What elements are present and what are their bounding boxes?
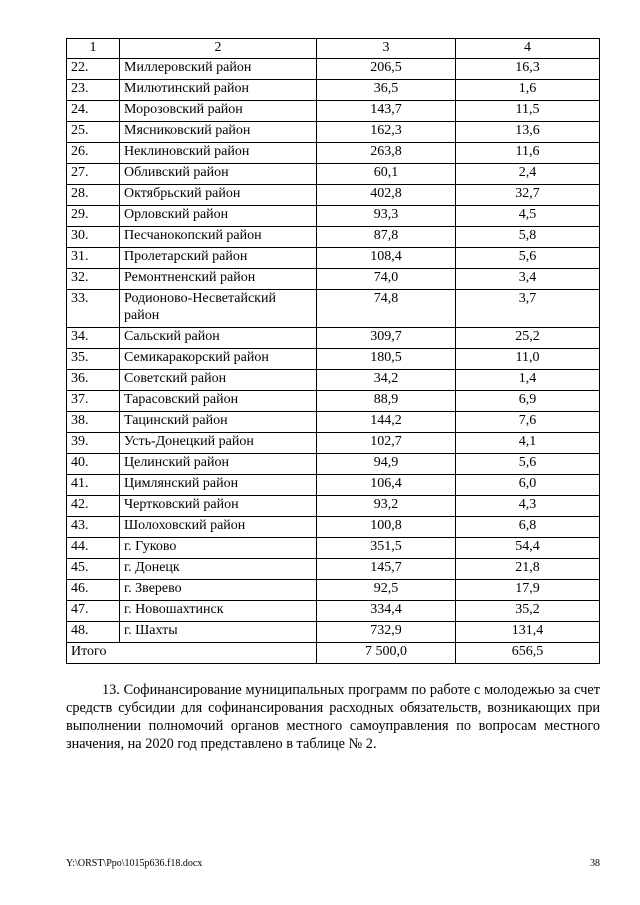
row-name: Пролетарский район [120,248,317,269]
row-value-1: 102,7 [317,433,456,454]
row-name: Советский район [120,370,317,391]
table-row [67,412,600,433]
header-col-1: 1 [67,39,120,59]
table-row [67,559,600,580]
table-row [67,227,600,248]
row-name: Родионово-Несветайский район [120,290,317,328]
row-value-2: 4,1 [456,433,600,454]
table-row [67,328,600,349]
table-row [67,59,600,80]
row-value-2: 35,2 [456,601,600,622]
row-name: Орловский район [120,206,317,227]
row-value-2: 11,0 [456,349,600,370]
total-value-1: 7 500,0 [317,643,456,664]
table-row [67,206,600,227]
row-value-2: 17,9 [456,580,600,601]
row-number: 46. [67,580,120,601]
row-number: 34. [67,328,120,349]
row-name: Октябрьский район [120,185,317,206]
table-row [67,269,600,290]
row-name: Песчанокопский район [120,227,317,248]
row-value-2: 1,4 [456,370,600,391]
table-row [67,454,600,475]
row-value-2: 2,4 [456,164,600,185]
table-row [67,248,600,269]
row-value-2: 131,4 [456,622,600,643]
table-row [67,290,600,328]
header-col-2: 2 [120,39,317,59]
table-row [67,496,600,517]
row-value-2: 25,2 [456,328,600,349]
row-number: 27. [67,164,120,185]
table-row [67,433,600,454]
table-row [67,143,600,164]
row-name: г. Донецк [120,559,317,580]
table-header-row [67,39,600,59]
row-number: 28. [67,185,120,206]
header-col-3: 3 [317,39,456,59]
subsidy-table [66,38,600,664]
row-name: Миллеровский район [120,59,317,80]
table-row [67,80,600,101]
row-number: 35. [67,349,120,370]
row-value-1: 263,8 [317,143,456,164]
row-name: Милютинский район [120,80,317,101]
row-name: г. Шахты [120,622,317,643]
row-number: 26. [67,143,120,164]
row-value-1: 334,4 [317,601,456,622]
row-number: 30. [67,227,120,248]
total-value-2: 656,5 [456,643,600,664]
row-name: г. Новошахтинск [120,601,317,622]
row-number: 31. [67,248,120,269]
row-value-1: 93,2 [317,496,456,517]
table-row [67,517,600,538]
row-name: Неклиновский район [120,143,317,164]
row-value-2: 6,0 [456,475,600,496]
body-paragraph [66,681,600,753]
row-value-1: 93,3 [317,206,456,227]
row-value-2: 13,6 [456,122,600,143]
row-name: Тацинский район [120,412,317,433]
row-value-1: 144,2 [317,412,456,433]
row-value-1: 34,2 [317,370,456,391]
row-value-1: 36,5 [317,80,456,101]
table-row [67,185,600,206]
row-number: 22. [67,59,120,80]
table-row [67,122,600,143]
row-value-1: 180,5 [317,349,456,370]
table-row [67,538,600,559]
table-row [67,349,600,370]
table-row [67,101,600,122]
row-value-1: 206,5 [317,59,456,80]
footer-page-number: 38 [590,858,600,869]
row-value-1: 74,8 [317,290,456,328]
row-value-1: 145,7 [317,559,456,580]
row-value-2: 16,3 [456,59,600,80]
row-number: 40. [67,454,120,475]
row-value-2: 4,3 [456,496,600,517]
row-number: 38. [67,412,120,433]
row-value-2: 3,4 [456,269,600,290]
table-row [67,622,600,643]
row-value-1: 94,9 [317,454,456,475]
row-value-1: 87,8 [317,227,456,248]
row-value-2: 4,5 [456,206,600,227]
row-number: 37. [67,391,120,412]
row-name: Сальский район [120,328,317,349]
row-name: Цимлянский район [120,475,317,496]
row-value-1: 143,7 [317,101,456,122]
row-number: 47. [67,601,120,622]
row-number: 24. [67,101,120,122]
row-number: 32. [67,269,120,290]
row-name: г. Зверево [120,580,317,601]
row-value-2: 5,8 [456,227,600,248]
row-number: 44. [67,538,120,559]
row-number: 29. [67,206,120,227]
paragraph-text: 13. Софинансирование муниципальных программ по работе с молодежью за счет средств субсидии для софинансирования расходных обязательств, возникающих при выполнении полномочий органов местного самоуправления по вопросам местного значения, на 2020 год представлено в таблице № 2. [66,682,600,752]
row-name: Обливский район [120,164,317,185]
row-number: 45. [67,559,120,580]
row-number: 43. [67,517,120,538]
row-number: 33. [67,290,120,328]
row-value-2: 6,9 [456,391,600,412]
row-value-1: 74,0 [317,269,456,290]
table-row [67,164,600,185]
row-name: г. Гуково [120,538,317,559]
row-name: Усть-Донецкий район [120,433,317,454]
row-value-2: 5,6 [456,248,600,269]
row-value-2: 21,8 [456,559,600,580]
row-name: Ремонтненский район [120,269,317,290]
row-value-1: 92,5 [317,580,456,601]
row-value-1: 106,4 [317,475,456,496]
row-number: 23. [67,80,120,101]
row-number: 42. [67,496,120,517]
row-name: Чертковский район [120,496,317,517]
row-name: Тарасовский район [120,391,317,412]
table-row [67,370,600,391]
row-name: Семикаракорский район [120,349,317,370]
row-number: 36. [67,370,120,391]
row-number: 41. [67,475,120,496]
table-row [67,580,600,601]
row-value-1: 88,9 [317,391,456,412]
row-name: Шолоховский район [120,517,317,538]
row-value-2: 3,7 [456,290,600,328]
row-value-2: 6,8 [456,517,600,538]
row-value-2: 7,6 [456,412,600,433]
total-label: Итого [67,643,317,664]
table-row [67,391,600,412]
table-total-row [67,643,600,664]
row-value-1: 309,7 [317,328,456,349]
row-value-2: 54,4 [456,538,600,559]
row-value-2: 1,6 [456,80,600,101]
row-value-2: 11,6 [456,143,600,164]
row-value-1: 108,4 [317,248,456,269]
footer-file-path: Y:\ORST\Ppo\1015p636.f18.docx [66,858,203,869]
row-number: 39. [67,433,120,454]
row-value-1: 162,3 [317,122,456,143]
row-value-1: 351,5 [317,538,456,559]
table-row [67,475,600,496]
row-number: 48. [67,622,120,643]
row-value-1: 732,9 [317,622,456,643]
row-value-1: 402,8 [317,185,456,206]
row-name: Целинский район [120,454,317,475]
row-value-2: 11,5 [456,101,600,122]
row-name: Мясниковский район [120,122,317,143]
header-col-4: 4 [456,39,600,59]
row-value-2: 32,7 [456,185,600,206]
row-name: Морозовский район [120,101,317,122]
table-row [67,601,600,622]
row-number: 25. [67,122,120,143]
row-value-1: 60,1 [317,164,456,185]
row-value-2: 5,6 [456,454,600,475]
row-value-1: 100,8 [317,517,456,538]
